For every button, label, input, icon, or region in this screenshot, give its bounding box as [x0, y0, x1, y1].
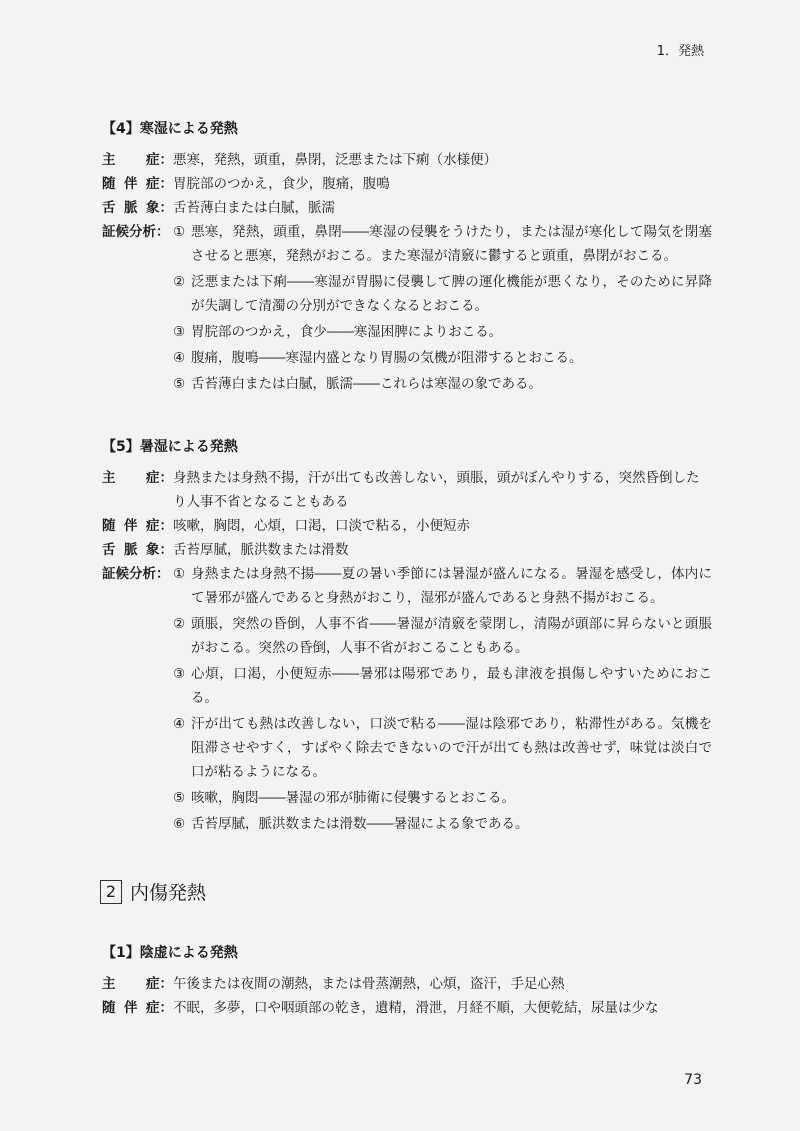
section-4-heading: 【4】寒湿による発熱	[102, 121, 238, 137]
tongue-pulse-value: 舌苔薄白または白膩，脈濡	[173, 200, 335, 216]
running-head: 1．発熱	[656, 44, 704, 59]
analysis-item: ① 身熱または身熱不揚――夏の暑い季節には暑湿が盛んになる。暑湿を感受し，体内にて暑邪が盛んであると身熱がおこり，湿邪が盛んであると身熱不揚がおこる。	[173, 566, 712, 606]
tongue-pulse-row	[102, 538, 712, 562]
analysis-item: ③ 胃脘部のつかえ，食少――寒湿困脾によりおこる。	[173, 324, 503, 340]
analysis-item: ⑤ 舌苔薄白または白膩，脈濡――これらは寒湿の象である。	[173, 376, 542, 392]
analysis-item: ④ 汗が出ても熱は改善しない，口淡で粘る――湿は陰邪であり，粘滞性がある。気機を阻滞させやすく，すばやく除去できないので汗が出ても熱は改善せず，味覚は淡白で口が粘るようになる。	[173, 716, 712, 780]
main-symptom-value: 午後または夜間の潮熱，または骨蒸潮熱，心煩，盗汗，手足心熱	[173, 976, 565, 992]
analysis-row	[102, 220, 712, 398]
page-number: 73	[684, 1072, 702, 1088]
analysis-label: 証候分析：	[102, 566, 170, 582]
section-number-box: 2	[100, 880, 122, 904]
analysis-items	[173, 562, 712, 838]
accompanying-symptom-label: 随 伴 症：	[102, 1000, 173, 1016]
main-symptom-row	[102, 466, 712, 514]
section-1-heading: 【1】陰虚による発熱	[102, 945, 238, 961]
main-symptom-row	[102, 148, 712, 172]
section-1	[102, 942, 712, 1020]
section-4	[102, 118, 712, 398]
analysis-item: ⑤ 咳嗽，胸悶――暑湿の邪が肺衛に侵襲するとおこる。	[173, 790, 515, 806]
section-5	[102, 436, 712, 838]
analysis-item: ③ 心煩，口渇，小便短赤――暑邪は陽邪であり，最も津液を損傷しやすいためにおこる。	[173, 666, 712, 706]
analysis-item: ② 頭脹，突然の昏倒，人事不省――暑湿が清竅を蒙閉し，清陽が頭部に昇らないと頭脹がおこる。突然の昏倒，人事不省がおこることもある。	[173, 616, 712, 656]
accompanying-symptom-value: 咳嗽，胸悶，心煩，口渇，口淡で粘る，小便短赤	[173, 518, 470, 534]
analysis-item: ⑥ 舌苔厚膩，脈洪数または滑数――暑湿による象である。	[173, 816, 529, 832]
tongue-pulse-label: 舌 脈 象：	[102, 542, 173, 558]
page-body	[102, 118, 712, 1016]
accompanying-symptom-value: 胃脘部のつかえ，食少，腹痛，腹鳴	[173, 176, 390, 192]
tongue-pulse-label: 舌 脈 象：	[102, 200, 173, 216]
main-symptom-label: 主 症：	[102, 152, 173, 168]
accompanying-symptom-row	[102, 514, 712, 538]
tongue-pulse-value: 舌苔厚膩，脈洪数または滑数	[173, 542, 349, 558]
accompanying-symptom-row	[102, 172, 712, 196]
analysis-item: ① 悪寒，発熱，頭重，鼻閉――寒湿の侵襲をうけたり，または湿が寒化して陽気を閉塞させると悪寒，発熱がおこる。また寒湿が清竅に鬱すると頭重，鼻閉がおこる。	[173, 224, 712, 264]
accompanying-symptom-label: 随 伴 症：	[102, 518, 173, 534]
main-symptom-value: 悪寒，発熱，頭重，鼻閉，泛悪または下痢（水様便）	[173, 152, 497, 168]
section-2-title: 内傷発熱	[130, 882, 207, 904]
main-symptom-label: 主 症：	[102, 976, 173, 992]
section-5-heading: 【5】暑湿による発熱	[102, 439, 238, 455]
analysis-item: ④ 腹痛，腹鳴――寒湿内盛となり胃腸の気機が阻滞するとおこる。	[173, 350, 583, 366]
accompanying-symptom-row	[102, 996, 712, 1020]
main-symptom-row	[102, 972, 712, 996]
analysis-row	[102, 562, 712, 838]
tongue-pulse-row	[102, 196, 712, 220]
analysis-item: ② 泛悪または下痢――寒湿が胃腸に侵襲して脾の運化機能が悪くなり，そのために昇降が失調して清濁の分別ができなくなるとおこる。	[173, 274, 712, 314]
analysis-label: 証候分析：	[102, 224, 170, 240]
accompanying-symptom-label: 随 伴 症：	[102, 176, 173, 192]
accompanying-symptom-value: 不眠，多夢，口や咽頭部の乾き，遺精，滑泄，月経不順，大便乾結，尿量は少な	[173, 1000, 659, 1016]
chapter-section-2	[100, 878, 206, 905]
analysis-items	[173, 220, 712, 398]
main-symptom-value: 身熱または身熱不揚，汗が出ても改善しない，頭脹，頭がぼんやりする，突然昏倒したり人事不省となることもある	[173, 470, 700, 510]
main-symptom-label: 主 症：	[102, 470, 173, 486]
